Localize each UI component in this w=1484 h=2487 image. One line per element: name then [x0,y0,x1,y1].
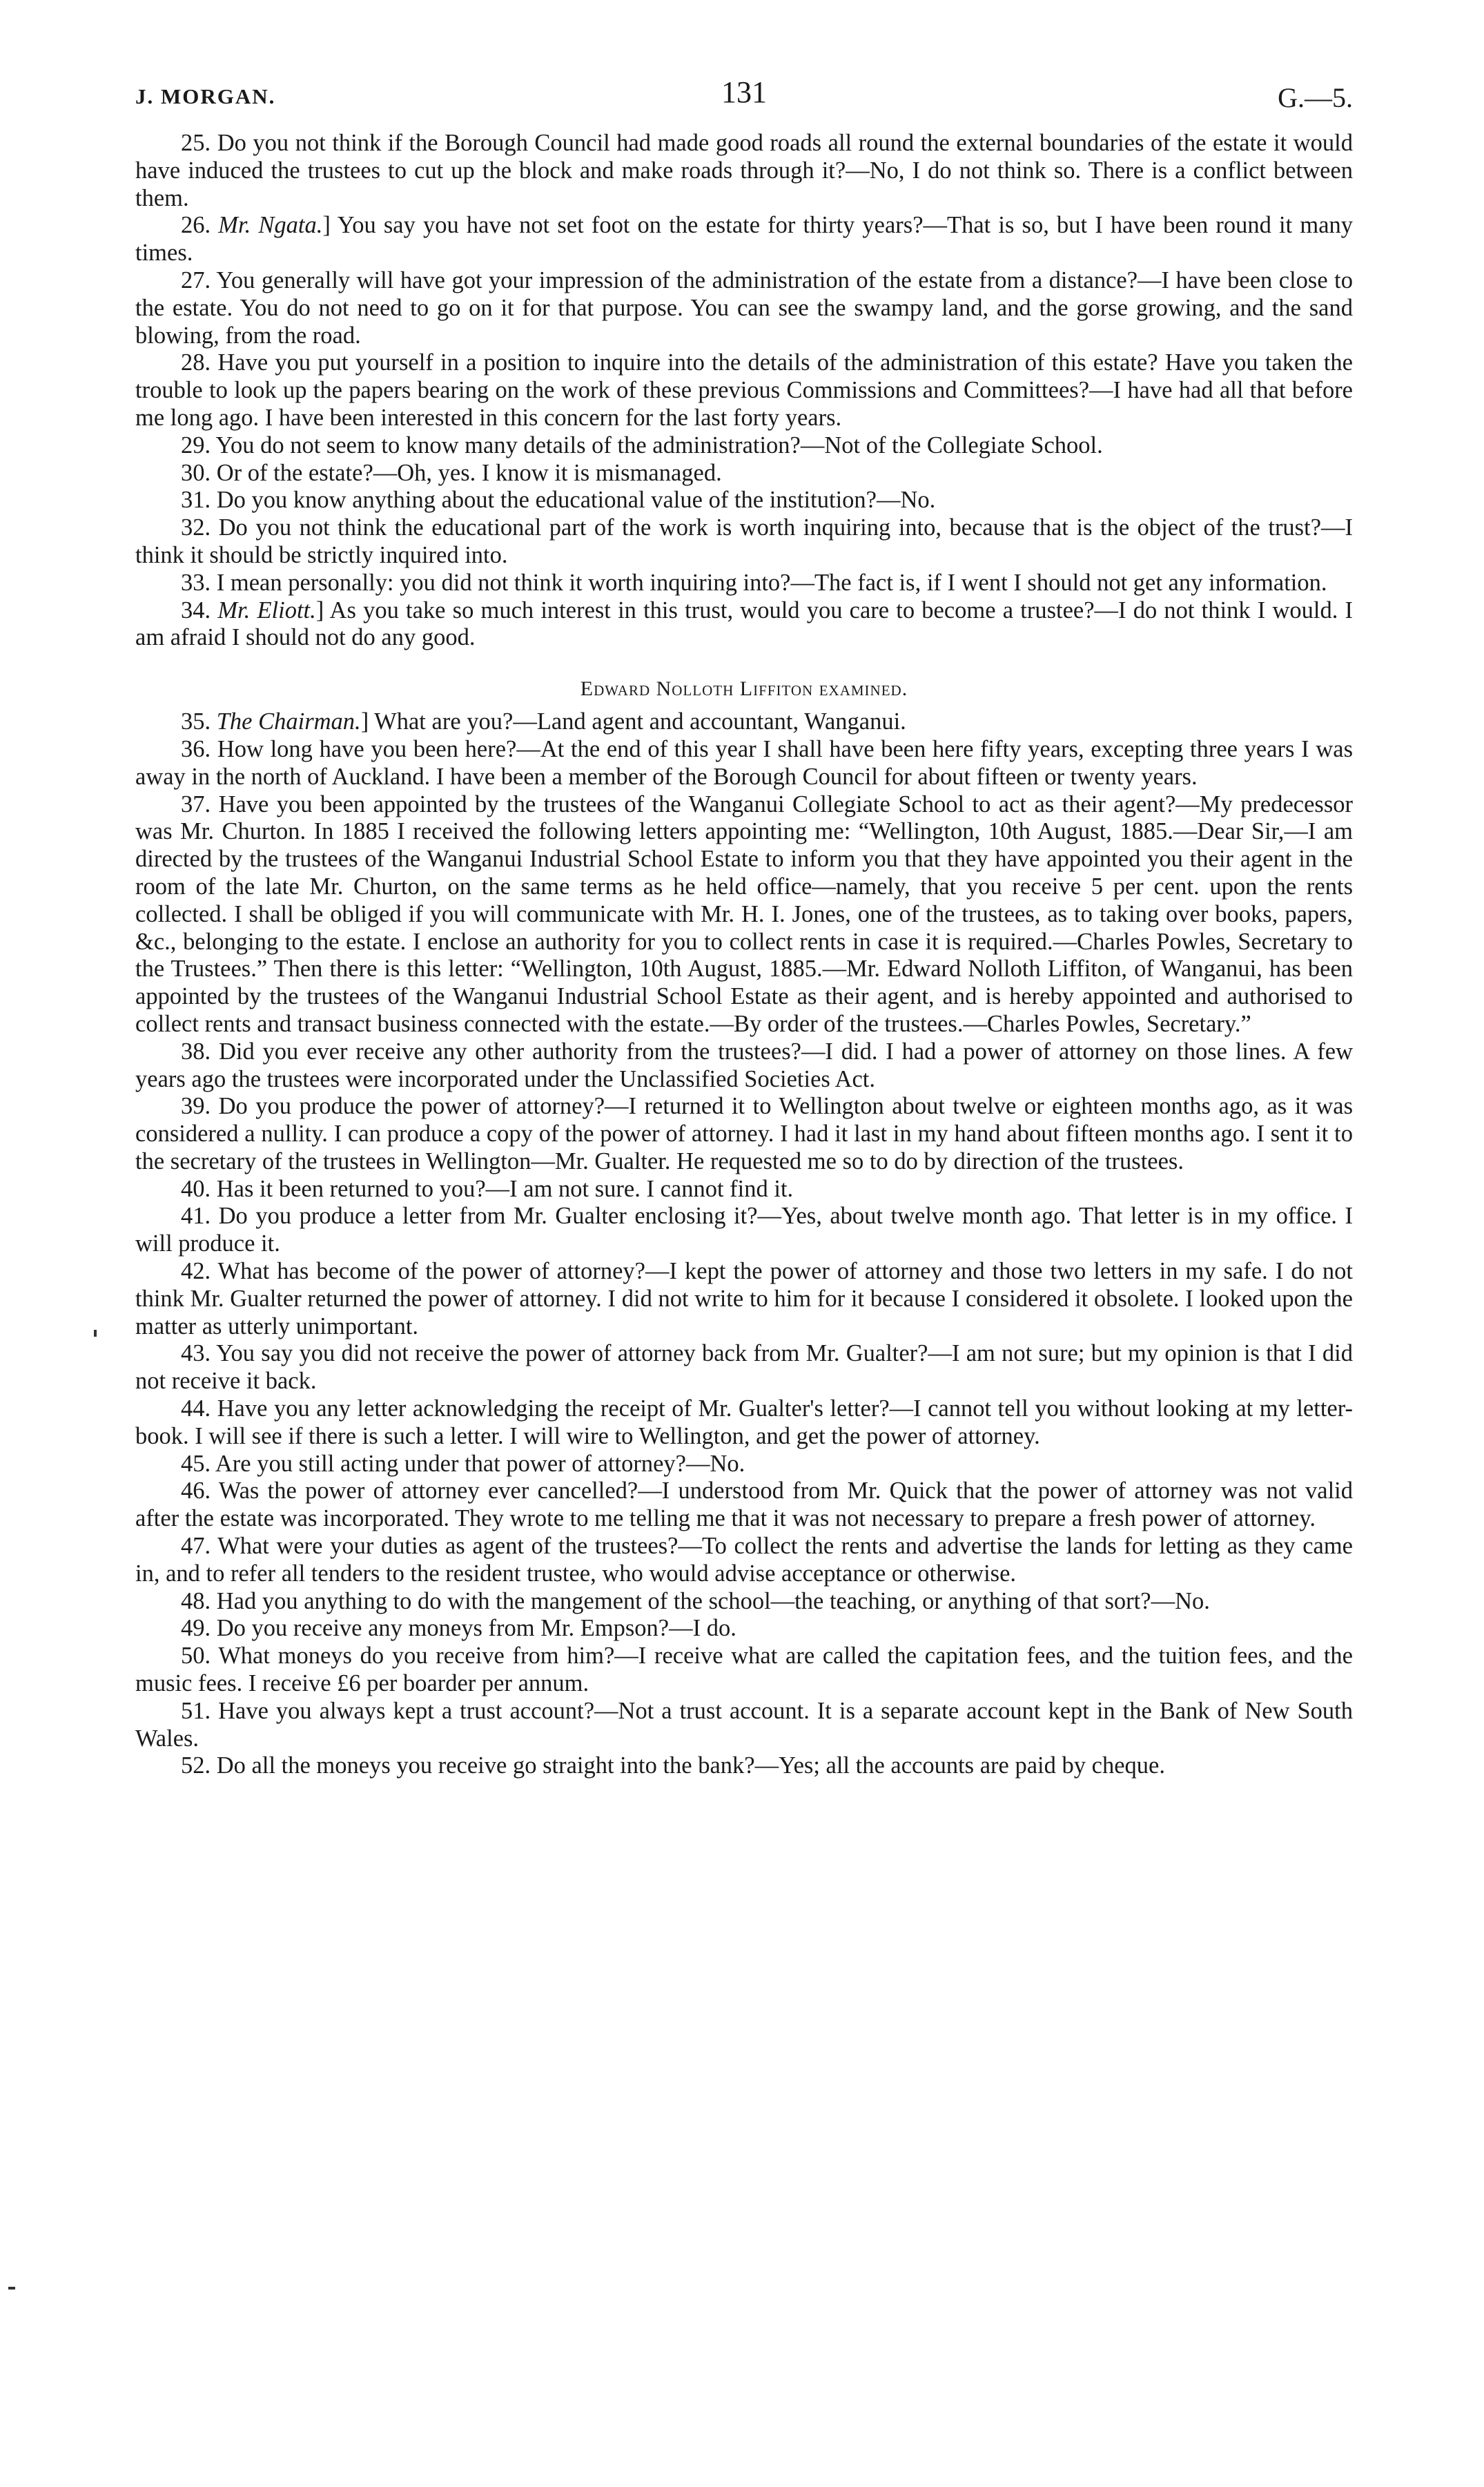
question-answer-text: Has it been returned to you?—I am not sure. I cannot find it. [216,1175,794,1202]
question-paragraph [135,1698,1353,1753]
question-number: 44. [181,1395,211,1422]
speaker-name: Mr. Ngata. [218,212,323,239]
question-answer-text: Had you anything to do with the mangement of the school—the teaching, or anything of that sort?—No. [216,1587,1210,1614]
question-number: 45. [181,1450,211,1477]
question-paragraph [135,1176,1353,1203]
margin-mark [94,1330,97,1337]
testimony-group-liffiton [135,708,1353,1780]
question-number: 46. [181,1478,211,1504]
question-paragraph [135,1478,1353,1533]
question-answer-text: ] As you take so much interest in this trust, would you care to become a trustee?—I do not think I would. I am afraid I should not do any good. [135,597,1353,651]
question-answer-text: Do you produce a letter from Mr. Gualter enclosing it?—Yes, about twelve month ago. That letter is in my office. I will produce it. [135,1203,1354,1257]
question-answer-text: Have you any letter acknowledging the receipt of Mr. Gualter's letter?—I cannot tell you without looking at my letter-book. I will see if there is such a letter. I will wire to Wellington, and get the power of attorney. [135,1395,1353,1449]
question-paragraph [135,1258,1353,1340]
question-paragraph [135,791,1353,1038]
question-answer-text: Have you put yourself in a position to inquire into the details of the administration of this estate? Have you taken the trouble to look up the papers bearing on the work of these previous Commissions and Committees?—I have had all that before me long ago. I have been interested in this concern for the last forty years. [135,349,1353,431]
question-answer-text: You do not seem to know many details of the administration?—Not of the Collegiate School. [215,432,1103,458]
question-number: 40. [181,1175,211,1202]
question-paragraph [135,1752,1353,1780]
question-answer-text: What moneys do you receive from him?—I receive what are called the capitation fees, and the tuition fees, and the music fees. I receive £6 per boarder per annum. [135,1643,1353,1697]
question-answer-text: Have you been appointed by the trustees of the Wanganui Collegiate School to act as their agent?—My predecessor was Mr. Churton. In 1885 I received the following letters appointing me: “Wellington, 10th August, 1885.—Dear Sir,—I am directed by the trustees of the Wanganui Industrial School Estate to inform you that they have appointed you their agent in the room of the late Mr. Churton, on the same terms as he held office—namely, that you receive 5 per cent. upon the rents collected. I shall be obliged if you will communicate with Mr. H. I. Jones, one of the trustees, as to taking over books, papers, &c., belonging to the estate. I enclose an authority for you to collect rents in case it is required.—Charles Powles, Secretary to the Trustees.” Then there is this letter: “Wellington, 10th August, 1885.—Mr. Edward Nolloth Liffiton, of Wanganui, has been appointed by the trustees of the Wanganui Industrial School Estate as their agent, and is hereby appointed and authorised to collect rents and transact business connected with the estate.—By order of the trustees.—Charles Powles, Secretary.” [135,791,1354,1037]
question-paragraph [135,736,1353,791]
question-paragraph [135,130,1353,212]
margin-mark [8,2287,15,2290]
question-answer-text: Or of the estate?—Oh, yes. I know it is mismanaged. [216,459,722,486]
question-number: 52. [181,1752,211,1779]
question-answer-text: Do all the moneys you receive go straight into the bank?—Yes; all the accounts are paid by cheque. [216,1752,1165,1779]
question-number: 38. [181,1038,211,1065]
question-paragraph [135,570,1353,597]
question-number: 47. [181,1533,211,1560]
page-header [135,75,1353,119]
header-witness-name: J. MORGAN. [135,84,276,108]
question-answer-text: I mean personally: you did not think it worth inquiring into?—The fact is, if I went I should not get any information. [216,569,1327,596]
testimony-group-morgan [135,130,1353,652]
question-paragraph [135,1038,1353,1094]
question-number: 25. [181,130,211,156]
question-answer-text: ] You say you have not set foot on the estate for thirty years?—That is so, but I have been round it many times. [135,212,1354,267]
question-number: 26. [181,212,211,239]
question-number: 42. [181,1258,211,1285]
question-number: 30. [181,459,211,486]
question-number: 29. [181,432,211,458]
question-answer-text: Have you always kept a trust account?—Not a trust account. It is a separate account kept in the Bank of New South Wales. [135,1697,1353,1752]
section-heading: Edward Nolloth Liffiton examined. [580,677,908,701]
question-number: 33. [181,569,211,596]
question-paragraph [135,1643,1353,1698]
speaker-name: The Chairman. [216,708,361,735]
question-answer-text: You generally will have got your impression of the administration of the estate from a distance?—I have been close to the estate. You do not need to go on it for that purpose. You can see the swampy land, and the gorse growing, and the sand blowing, from the road. [135,267,1353,349]
document-page [135,75,1353,1780]
question-paragraph [135,514,1353,570]
speaker-name: Mr. Eliott. [217,597,316,623]
question-paragraph [135,1340,1353,1395]
document-body [135,130,1353,1780]
question-answer-text: Do you not think if the Borough Council had made good roads all round the external boundaries of the estate it would have induced the trustees to cut up the block and make roads through it?—No, I do not think so. There is a conflict between them. [135,130,1354,211]
question-paragraph [135,1451,1353,1478]
question-paragraph [135,267,1353,349]
question-number: 50. [181,1643,211,1670]
question-paragraph [135,1093,1353,1175]
question-paragraph [135,349,1353,432]
question-number: 49. [181,1615,211,1642]
question-paragraph [135,1203,1353,1258]
question-number: 39. [181,1093,211,1120]
question-paragraph [135,597,1353,652]
question-answer-text: ] What are you?—Land agent and accountant, Wanganui. [360,708,906,735]
question-number: 34. [181,597,211,623]
question-number: 37. [181,791,211,817]
question-answer-text: How long have you been here?—At the end of this year I shall have been here fifty years, excepting three years I was away in the north of Auckland. I have been a member of the Borough Council for about fifteen or twenty years. [135,735,1353,790]
question-answer-text: Do you produce the power of attorney?—I returned it to Wellington about twelve or eighteen months ago, as it was considered a nullity. I can produce a copy of the power of attorney. I had it last in my hand about fifteen months ago. I sent it to the secretary of the trustees in Wellington—Mr. Gualter. He requested me so to do by direction of the trustees. [135,1093,1354,1174]
question-number: 36. [181,735,211,762]
question-number: 32. [181,514,211,541]
question-number: 31. [181,487,211,514]
question-answer-text: Do you know anything about the educational value of the institution?—No. [216,487,936,514]
question-answer-text: Are you still acting under that power of attorney?—No. [215,1450,745,1477]
question-answer-text: Was the power of attorney ever cancelled?—I understood from Mr. Quick that the power of attorney was not valid after the estate was incorporated. They wrote to me telling me that it was not necessary to prepare a fresh power of attorney. [135,1478,1353,1532]
question-number: 35. [181,708,211,735]
question-answer-text: What has become of the power of attorney?—I kept the power of attorney and those two letters in my safe. I do not think Mr. Gualter returned the power of attorney. I did not write to him for it because I considered it obsolete. I looked upon the matter as utterly unimportant. [135,1258,1353,1339]
question-answer-text: Did you ever receive any other authority from the trustees?—I did. I had a power of attorney on those lines. A few years ago the trustees were incorporated under the Unclassified Societies Act. [135,1038,1354,1092]
question-answer-text: Do you not think the educational part of the work is worth inquiring into, because that is the object of the trust?—I think it should be strictly inquired into. [135,514,1353,568]
question-paragraph [135,1615,1353,1643]
question-paragraph [135,708,1353,736]
page-number: 131 [721,75,767,109]
question-paragraph [135,460,1353,487]
question-paragraph [135,432,1353,460]
question-paragraph [135,1533,1353,1588]
question-number: 27. [181,267,211,293]
question-number: 51. [181,1697,211,1724]
question-answer-text: What were your duties as agent of the trustees?—To collect the rents and advertise the lands for letting as they came in, and to refer all tenders to the resident trustee, who would advise acceptance or otherwise. [135,1533,1353,1587]
question-number: 41. [181,1203,211,1230]
question-number: 43. [181,1340,211,1367]
question-paragraph [135,1588,1353,1616]
question-paragraph [135,212,1353,267]
question-number: 48. [181,1587,211,1614]
question-paragraph [135,487,1353,514]
question-number: 28. [181,349,211,376]
question-answer-text: Do you receive any moneys from Mr. Empson?—I do. [216,1615,736,1642]
header-document-code: G.—5. [1278,82,1353,113]
question-answer-text: You say you did not receive the power of attorney back from Mr. Gualter?—I am not sure; but my opinion is that I did not receive it back. [135,1340,1353,1395]
question-paragraph [135,1395,1353,1451]
